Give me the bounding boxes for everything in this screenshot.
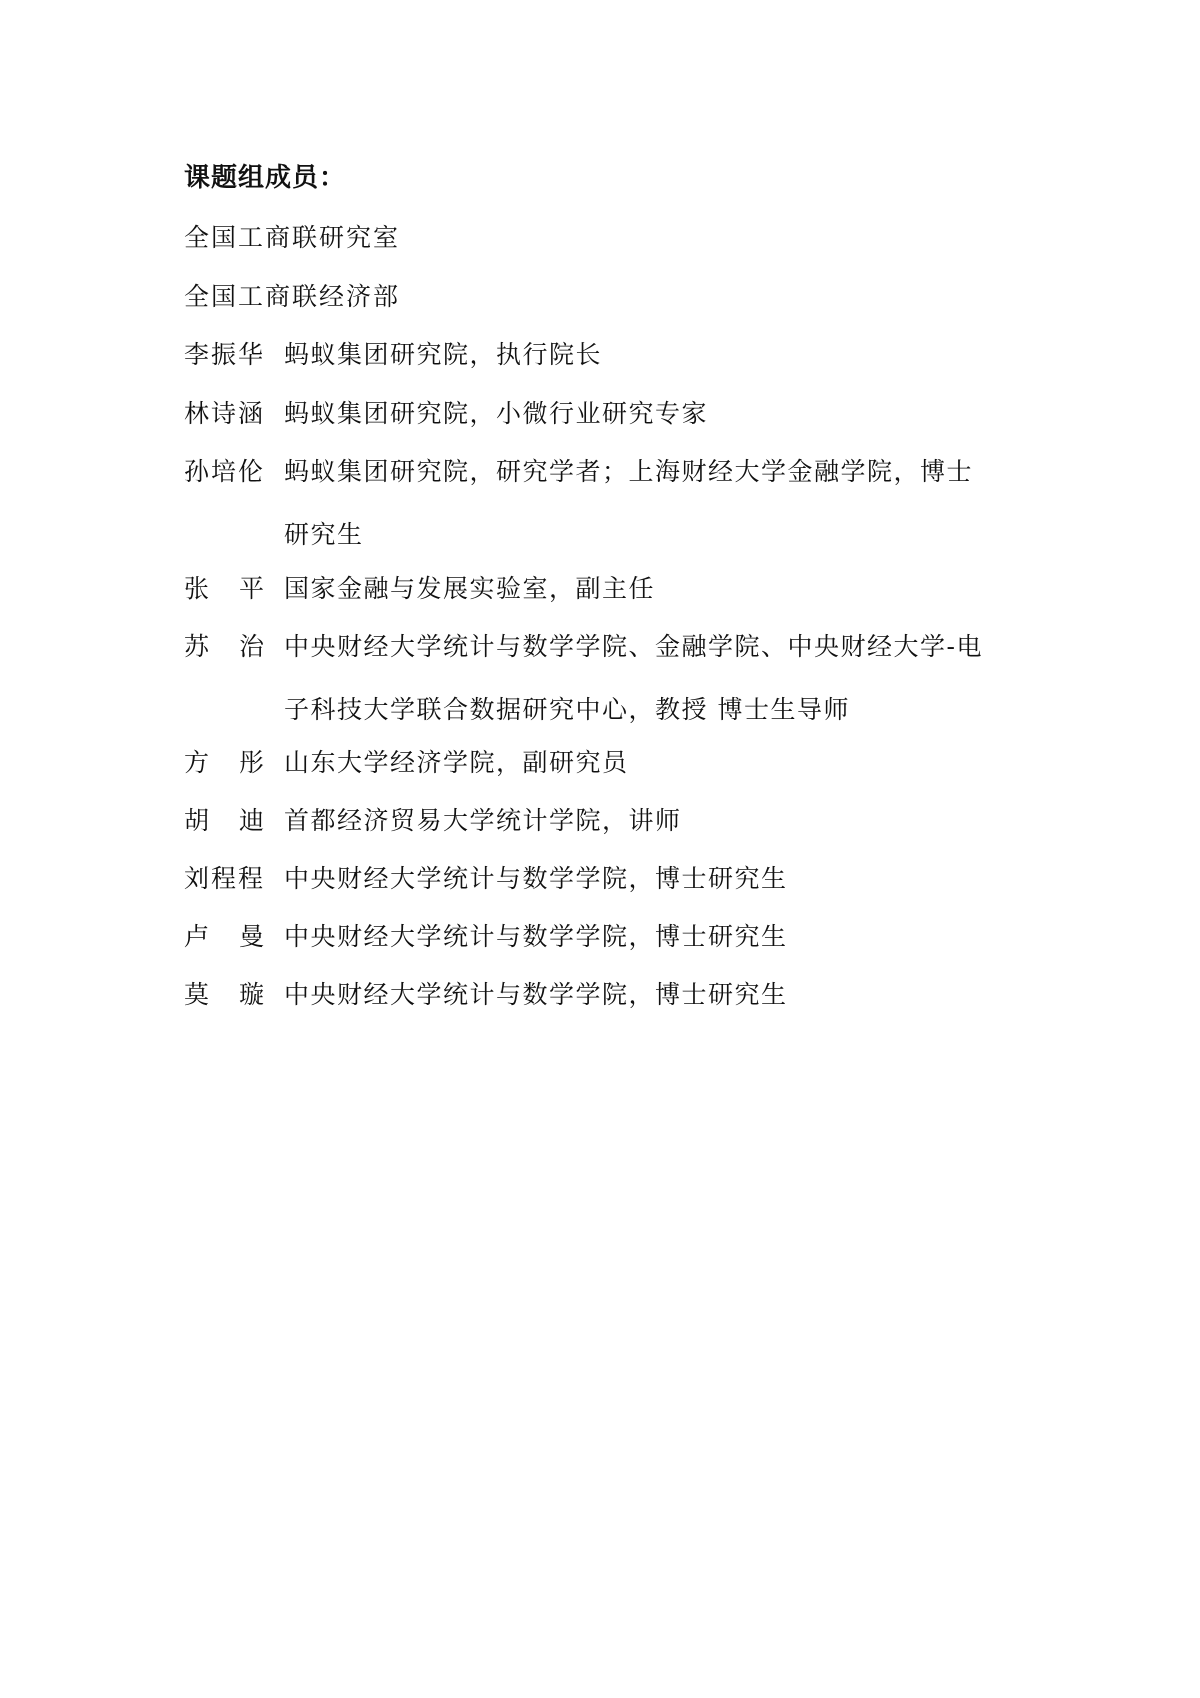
member-name	[184, 977, 264, 1013]
member-affiliation-continued: 研究生	[284, 520, 364, 549]
organization-line: 全国工商联研究室	[184, 223, 401, 252]
member-name	[184, 803, 264, 839]
member-affiliation: 蚂蚁集团研究院，执行院长	[284, 340, 603, 369]
member-affiliation: 首都经济贸易大学统计学院，讲师	[284, 806, 682, 835]
member-name-char: 迪	[238, 806, 264, 835]
member-affiliation: 蚂蚁集团研究院，小微行业研究专家	[284, 399, 709, 428]
member-name	[184, 571, 264, 607]
member-name-char: 治	[238, 632, 264, 661]
member-affiliation-continued: 子科技大学联合数据研究中心，教授 博士生导师	[284, 695, 850, 724]
member-name-char: 平	[238, 574, 264, 603]
member-name-char: 璇	[238, 980, 264, 1009]
member-name-char: 曼	[238, 922, 264, 951]
member-name: 李振华	[184, 340, 266, 369]
member-name	[184, 629, 264, 665]
member-name: 刘程程	[184, 864, 266, 893]
organization-line: 全国工商联经济部	[184, 282, 401, 311]
member-affiliation: 山东大学经济学院，副研究员	[284, 748, 629, 777]
member-name-char: 张	[184, 574, 210, 603]
member-name-char: 卢	[184, 922, 210, 951]
member-name	[184, 745, 264, 781]
member-affiliation: 国家金融与发展实验室，副主任	[284, 574, 656, 603]
member-affiliation: 中央财经大学统计与数学学院、金融学院、中央财经大学-电	[284, 632, 983, 661]
member-name	[184, 919, 264, 955]
member-name-char: 苏	[184, 632, 210, 661]
member-affiliation: 中央财经大学统计与数学学院，博士研究生	[284, 922, 788, 951]
member-affiliation: 中央财经大学统计与数学学院，博士研究生	[284, 980, 788, 1009]
member-name-char: 彤	[238, 748, 264, 777]
member-affiliation: 蚂蚁集团研究院，研究学者；上海财经大学金融学院，博士	[284, 457, 974, 486]
member-name: 林诗涵	[184, 399, 266, 428]
member-name: 孙培伦	[184, 457, 266, 486]
member-name-char: 方	[184, 748, 210, 777]
section-heading: 课题组成员：	[184, 163, 347, 193]
member-name-char: 莫	[184, 980, 210, 1009]
member-affiliation: 中央财经大学统计与数学学院，博士研究生	[284, 864, 788, 893]
member-name-char: 胡	[184, 806, 210, 835]
